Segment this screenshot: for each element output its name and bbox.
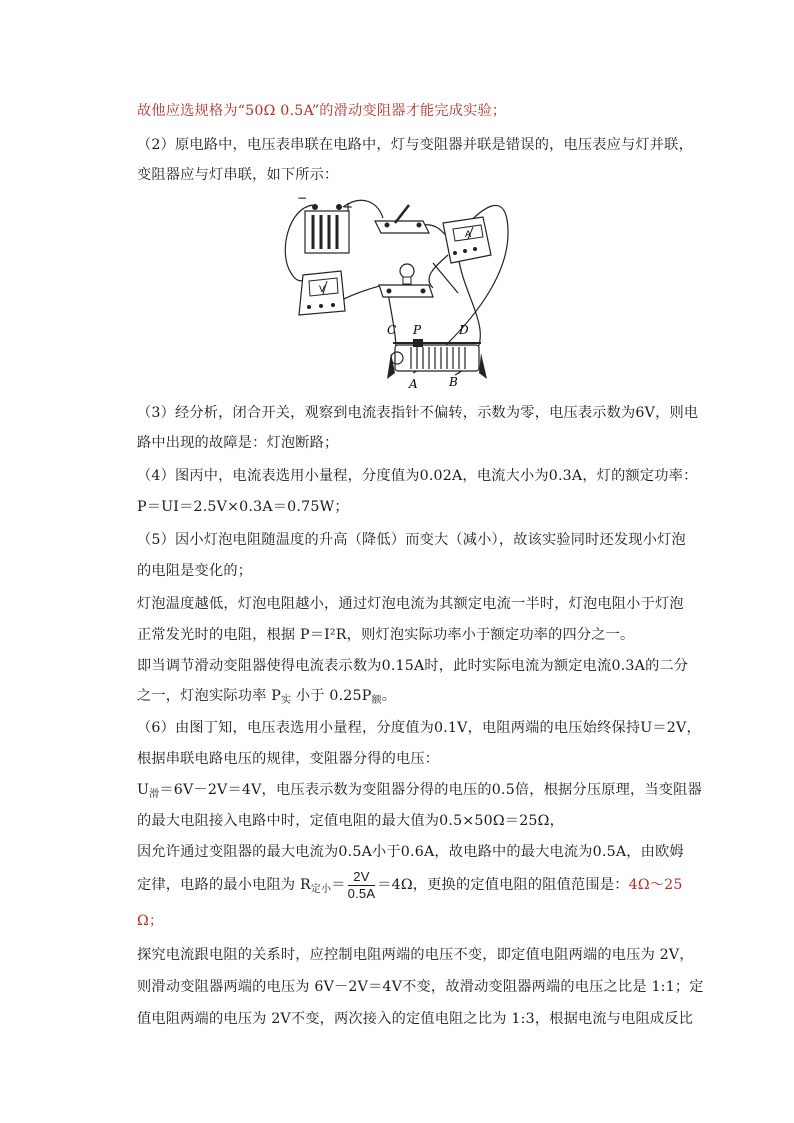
battery-minus-label: − [297, 193, 308, 205]
text-line-5: 路中出现的故障是：灯泡断路； [137, 435, 339, 451]
fraction-numerator: 2V [348, 869, 376, 886]
text-line-4: （3）经分析，闭合开关，观察到电流表指针不偏转，示数为零，电压表示数为6V，则电 [137, 405, 699, 421]
text-line-14: （6）由图丁知，电压表选用小量程，分度值为0.1V，电阻两端的电压始终保持U＝2V， [137, 720, 701, 736]
text-line-22: 则滑动变阻器两端的电压为 6V－2V＝4V不变，故滑动变阻器两端的电压之比是 1:1；定 [137, 979, 704, 995]
label-A: A [409, 377, 418, 391]
text-line-1: 故他应选规格为“50Ω 0.5A”的滑动变阻器才能完成实验； [137, 103, 507, 119]
switch-icon [375, 205, 429, 233]
wire-cross-mark [433, 263, 458, 293]
text-line-20: Ω； [137, 913, 164, 929]
subscript-rated: 额 [371, 695, 382, 706]
label-D: D [459, 323, 469, 337]
text-line-9: 的电阻是变化的； [137, 563, 253, 579]
voltmeter-letter: V [319, 285, 326, 295]
text-16b: ＝6V－2V＝4V，电压表示数为变阻器分得的电压的0.5倍，根据分压原理，当变阻器 [159, 782, 702, 798]
text-13a: 之一，灯泡实际功率 P [137, 688, 281, 704]
rheostat-icon [387, 323, 487, 391]
voltmeter-icon [299, 271, 345, 315]
label-C: C [387, 323, 397, 337]
lamp-icon [379, 264, 433, 297]
range-answer: 4Ω～25 [628, 877, 683, 893]
text-line-11: 正常发光时的电阻，根据 P＝I²R，则灯泡实际功率小于额定功率的四分之一。 [137, 627, 635, 643]
fraction-2v-over-05a [348, 869, 376, 902]
fraction-denominator: 0.5A [347, 885, 376, 901]
text-line-12: 即当调节滑动变阻器使得电流表示数为0.15A时，此时实际电流为额定电流0.3A的二分 [137, 658, 689, 674]
text-line-19 [137, 868, 683, 904]
battery-icon [297, 193, 353, 253]
text-16a: U [137, 782, 150, 798]
label-P: P [413, 323, 422, 337]
equals-sign: ＝ [331, 877, 346, 893]
text-line-6: （4）图丙中，电流表选用小量程，分度值为0.02A，电流大小为0.3A，灯的额定功率： [137, 468, 698, 484]
subscript-actual: 实 [280, 695, 292, 706]
text-line-13 [137, 686, 396, 708]
text-line-16 [137, 780, 702, 802]
text-19a: 定律，电路的最小电阻为 R [137, 877, 311, 893]
text-line-18: 因允许通过变阻器的最大电流为0.5A小于0.6A，故电路中的最大电流为0.5A，由欧姆 [137, 844, 684, 860]
subscript-slide: 滑 [149, 789, 160, 800]
text-19b: ＝4Ω，更换的定值电阻的阻值范围是： [377, 877, 629, 893]
text-line-15: 根据串联电路电压的规律，变阻器分得的电压： [137, 751, 440, 767]
text-13b: 小于 0.25P [291, 688, 372, 704]
ammeter-icon [443, 217, 491, 263]
text-line-2: （2）原电路中，电压表串联在电路中，灯与变阻器并联是错误的，电压表应与灯并联， [137, 137, 693, 153]
text-13c: 。 [381, 688, 397, 704]
text-line-23: 值电阻两端的电压为 2V不变，两次接入的定值电阻之比为 1:3，根据电流与电阻成反比 [137, 1011, 694, 1027]
text-line-21: 探究电流跟电阻的关系时，应控制电阻两端的电压不变，即定值电阻两端的电压为 2V， [137, 947, 694, 963]
text-line-10: 灯泡温度越低，灯泡电阻越小，通过灯泡电流为其额定电流一半时，灯泡电阻小于灯泡 [137, 596, 684, 612]
ammeter-letter: A [465, 230, 472, 240]
text-line-8: （5）因小灯泡电阻随温度的升高（降低）而变大（减小），故该实验同时还发现小灯泡 [137, 532, 686, 548]
text-line-3: 变阻器应与灯串联，如下所示： [137, 167, 339, 183]
label-B: B [449, 375, 458, 389]
subscript-min-fixed: 定小 [310, 884, 332, 895]
circuit-diagram [283, 193, 515, 391]
battery-plus-label: + [343, 200, 354, 214]
text-line-17: 的最大电阻接入电路中时，定值电阻的最大值为0.5×50Ω＝25Ω， [137, 813, 564, 829]
text-line-7: P＝UI＝2.5V×0.3A＝0.75W； [137, 499, 349, 515]
wire-ammeter-to-lamp [429, 255, 448, 288]
